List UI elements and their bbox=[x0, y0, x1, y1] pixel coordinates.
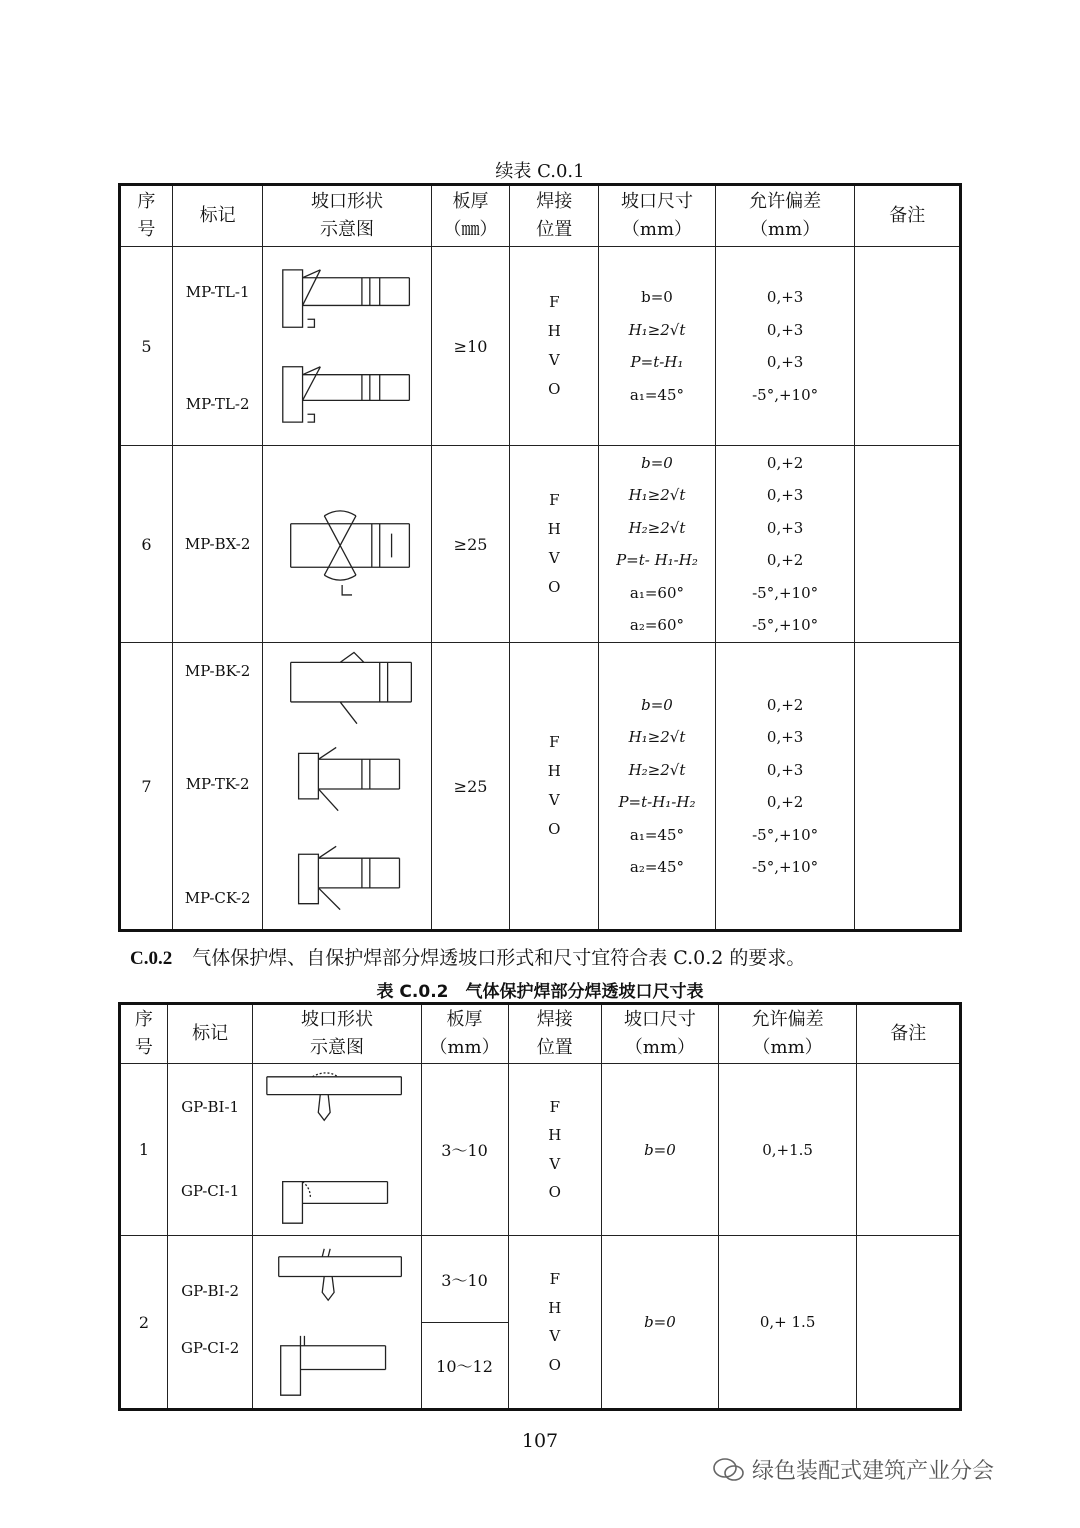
position-o: O bbox=[548, 578, 561, 596]
col-sketch-header: 坡口形状 示意图 bbox=[263, 185, 431, 247]
position-v: V bbox=[548, 351, 560, 369]
note bbox=[855, 643, 961, 931]
tol-value: 0,+3 bbox=[766, 320, 804, 339]
thickness: ≥10 bbox=[431, 247, 510, 446]
thickness: 3～10 bbox=[421, 1064, 508, 1236]
position-h: H bbox=[547, 762, 561, 780]
table-row bbox=[120, 643, 961, 931]
table1 bbox=[118, 183, 962, 932]
weld-sketch-tl bbox=[263, 247, 430, 445]
row-marks bbox=[167, 1236, 253, 1410]
table-row bbox=[120, 247, 961, 446]
col-tol-header: 允许偏差 （mm） bbox=[715, 185, 855, 247]
dim-value: P=t-H₁-H₂ bbox=[618, 793, 696, 811]
row-no: 7 bbox=[120, 643, 173, 931]
page-number: 107 bbox=[521, 1430, 559, 1452]
position-f: F bbox=[549, 293, 560, 311]
tol-value: 0,+2 bbox=[766, 551, 804, 569]
tol-value: 0,+2 bbox=[766, 453, 804, 472]
dim-value: H₁≥2√t bbox=[628, 728, 686, 746]
table1-header-row bbox=[120, 185, 961, 247]
row-no: 2 bbox=[120, 1236, 168, 1410]
col-thickness-header: 板厚 （㎜） bbox=[431, 185, 510, 247]
dim-value: H₂≥2√t bbox=[628, 760, 686, 779]
col-note-header: 备注 bbox=[855, 185, 961, 247]
groove-sketch bbox=[263, 446, 431, 643]
weld-positions bbox=[510, 643, 599, 931]
table2-header-row bbox=[120, 1004, 961, 1064]
mark-label: GP-BI-1 bbox=[181, 1098, 240, 1116]
weld-positions bbox=[510, 247, 599, 446]
watermark-text: 绿色装配式建筑产业分会 bbox=[752, 1459, 995, 1484]
thickness: ≥25 bbox=[431, 446, 510, 643]
tol-value: 0,+3 bbox=[766, 728, 804, 746]
dim-value: P=t-H₁ bbox=[630, 353, 684, 371]
groove-dims: b=0 bbox=[602, 1236, 719, 1410]
row-marks bbox=[172, 643, 263, 931]
row-no: 5 bbox=[120, 247, 173, 446]
dim-value: P=t- H₁-H₂ bbox=[616, 551, 698, 569]
dim-value: b=0 bbox=[641, 695, 673, 714]
position-o: O bbox=[548, 380, 561, 398]
groove-sketch bbox=[253, 1236, 421, 1410]
col-no-header: 序 号 bbox=[120, 1004, 168, 1064]
col-note-header: 备注 bbox=[857, 1004, 961, 1064]
weld-sketch-gp-2 bbox=[253, 1236, 420, 1408]
note bbox=[857, 1064, 961, 1236]
clause-number: C.0.2 bbox=[130, 948, 173, 969]
col-position-header: 焊接 位置 bbox=[508, 1004, 602, 1064]
table2-caption: 表 C.0.2 气体保护焊部分焊透坡口尺寸表 bbox=[376, 982, 704, 1002]
row-marks bbox=[172, 247, 263, 446]
tolerances: 0,+ 1.5 bbox=[718, 1236, 857, 1410]
position-v: V bbox=[549, 1327, 561, 1345]
note bbox=[855, 446, 961, 643]
wechat-icon bbox=[712, 1456, 746, 1484]
tol-value: -5°,+10° bbox=[752, 825, 819, 844]
groove-dims: b=0 bbox=[602, 1064, 719, 1236]
position-o: O bbox=[548, 1355, 561, 1374]
weld-positions bbox=[508, 1236, 602, 1410]
tolerances: 0,+1.5 bbox=[718, 1064, 857, 1236]
row-no: 1 bbox=[120, 1064, 168, 1236]
col-mark-header: 标记 bbox=[167, 1004, 253, 1064]
dim-value: a₂=60° bbox=[629, 616, 685, 634]
groove-sketch bbox=[263, 247, 431, 446]
tolerances bbox=[715, 643, 855, 931]
thickness: 10～12 bbox=[421, 1323, 508, 1410]
position-o: O bbox=[548, 1183, 561, 1201]
col-no-header: 序 号 bbox=[120, 185, 173, 247]
tol-value: 0,+3 bbox=[766, 353, 804, 371]
mark-label: MP-TK-2 bbox=[185, 775, 250, 793]
weld-sketch-bx bbox=[263, 446, 430, 642]
position-o: O bbox=[548, 820, 561, 838]
clause-paragraph bbox=[130, 943, 805, 970]
note bbox=[857, 1236, 961, 1410]
weld-sketch-gp-1 bbox=[253, 1064, 420, 1235]
col-sketch-header: 坡口形状 示意图 bbox=[253, 1004, 421, 1064]
tol-value: 0,+2 bbox=[766, 793, 804, 811]
groove-dims bbox=[599, 247, 716, 446]
mark-label: GP-CI-2 bbox=[180, 1339, 240, 1357]
position-f: F bbox=[549, 1270, 560, 1288]
position-f: F bbox=[549, 1097, 560, 1116]
table1-caption: 续表 C.0.1 bbox=[495, 161, 585, 182]
row-marks bbox=[167, 1064, 253, 1236]
dim-value: H₂≥2√t bbox=[628, 518, 686, 537]
weld-sketch-bk-tk-ck bbox=[263, 643, 430, 929]
table-row bbox=[120, 1064, 961, 1236]
dim-value: a₁=60° bbox=[629, 583, 685, 602]
table2 bbox=[118, 1002, 962, 1411]
weld-positions bbox=[510, 446, 599, 643]
col-dims-header: 坡口尺寸 （mm） bbox=[602, 1004, 719, 1064]
mark-label: MP-CK-2 bbox=[184, 889, 251, 907]
col-dims-header: 坡口尺寸 （mm） bbox=[599, 185, 716, 247]
position-f: F bbox=[549, 733, 560, 751]
tol-value: -5°,+10° bbox=[752, 616, 819, 634]
mark-label: GP-BI-2 bbox=[181, 1282, 240, 1300]
position-v: V bbox=[548, 791, 560, 809]
mark-label: MP-BK-2 bbox=[184, 662, 251, 680]
row-marks bbox=[172, 446, 263, 643]
tol-value: 0,+3 bbox=[766, 486, 804, 504]
groove-sketch bbox=[263, 643, 431, 931]
tol-value: -5°,+10° bbox=[752, 583, 819, 602]
mark-label: MP-BX-2 bbox=[184, 535, 251, 553]
tol-value: 0,+3 bbox=[766, 760, 804, 779]
thickness: 3～10 bbox=[421, 1236, 508, 1323]
table-row bbox=[120, 446, 961, 643]
col-thickness-header: 板厚 （mm） bbox=[421, 1004, 508, 1064]
dim-value: b=0 bbox=[641, 288, 673, 306]
groove-dims bbox=[599, 446, 716, 643]
dim-value: a₂=45° bbox=[629, 858, 685, 876]
groove-sketch bbox=[253, 1064, 421, 1236]
table-row bbox=[120, 1236, 961, 1323]
position-v: V bbox=[549, 1154, 561, 1173]
tolerances bbox=[715, 446, 855, 643]
tol-value: 0,+3 bbox=[766, 518, 804, 537]
position-h: H bbox=[547, 520, 561, 538]
dim-value: H₁≥2√t bbox=[628, 320, 686, 339]
tol-value: 0,+3 bbox=[766, 288, 804, 306]
tol-value: 0,+2 bbox=[766, 695, 804, 714]
thickness: ≥25 bbox=[431, 643, 510, 931]
position-f: F bbox=[549, 491, 560, 509]
mark-label: GP-CI-1 bbox=[180, 1182, 240, 1200]
position-h: H bbox=[547, 322, 561, 340]
position-h: H bbox=[548, 1126, 562, 1144]
tol-value: -5°,+10° bbox=[752, 858, 819, 876]
col-mark-header: 标记 bbox=[172, 185, 263, 247]
mark-label: MP-TL-1 bbox=[185, 283, 250, 301]
position-h: H bbox=[548, 1298, 562, 1317]
col-position-header: 焊接 位置 bbox=[510, 185, 599, 247]
row-no: 6 bbox=[120, 446, 173, 643]
position-v: V bbox=[548, 549, 560, 567]
dim-value: a₁=45° bbox=[629, 385, 685, 404]
groove-dims bbox=[599, 643, 716, 931]
note bbox=[855, 247, 961, 446]
weld-positions bbox=[508, 1064, 602, 1236]
dim-value: a₁=45° bbox=[629, 825, 685, 844]
mark-label: MP-TL-2 bbox=[185, 395, 250, 413]
tol-value: -5°,+10° bbox=[752, 385, 819, 404]
dim-value: H₁≥2√t bbox=[628, 486, 686, 504]
col-tol-header: 允许偏差 （mm） bbox=[718, 1004, 857, 1064]
tolerances bbox=[715, 247, 855, 446]
dim-value: b=0 bbox=[641, 453, 673, 472]
clause-text: 气体保护焊、自保护焊部分焊透坡口形式和尺寸宜符合表 C.0.2 的要求。 bbox=[192, 947, 806, 969]
